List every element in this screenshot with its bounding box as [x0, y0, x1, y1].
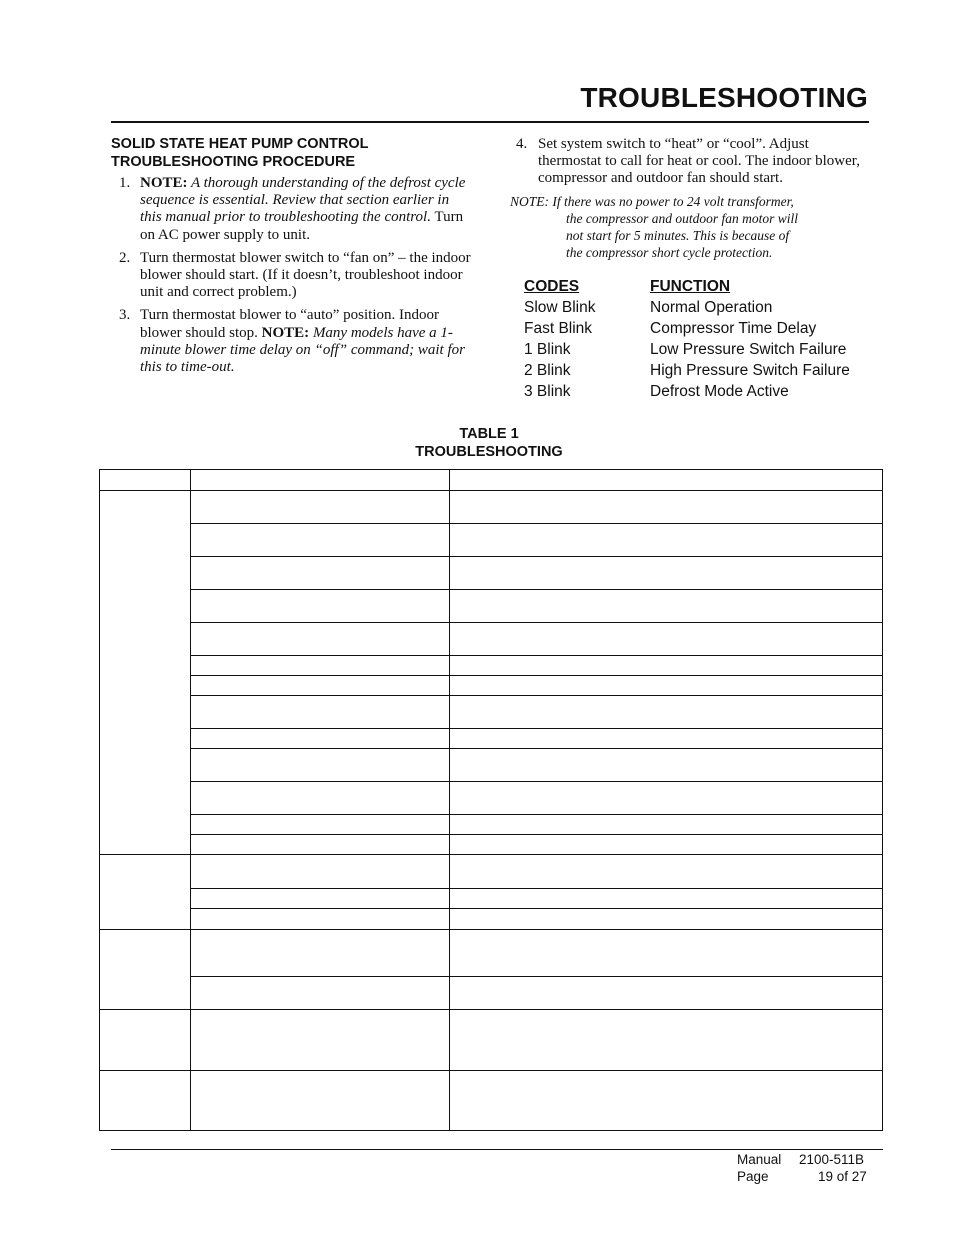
note-line: NOTE: If there was no power to 24 volt transformer,: [510, 193, 794, 209]
blink-codes-table: [524, 276, 884, 402]
table-column-divider: [190, 470, 191, 1130]
table-row-divider: [190, 908, 882, 909]
note-line: the compressor short cycle protection.: [566, 244, 773, 260]
step-4: [510, 136, 870, 188]
procedure-section: [111, 135, 471, 382]
function-header: FUNCTION: [650, 278, 731, 295]
footer-divider: [111, 1149, 883, 1150]
table-row-divider: [190, 748, 882, 749]
table-row-divider: [100, 929, 882, 930]
function-cell: Normal Operation: [650, 299, 773, 316]
table-caption-line2: TROUBLESHOOTING: [415, 444, 563, 460]
table-row-divider: [190, 655, 882, 656]
power-note: [510, 193, 870, 261]
table-row-divider: [190, 781, 882, 782]
table-row-divider: [100, 854, 882, 855]
table-row-divider: [190, 888, 882, 889]
step-note-text: Many models have a 1-minute blower time delay on “off” command; wait for this to time-out.: [140, 324, 465, 376]
table-row-divider: [190, 622, 882, 623]
table-row-divider: [190, 728, 882, 729]
step-text: Turn thermostat blower switch to “fan on” – the indoor blower should start. (If it doesn’t, troubleshoot indoor unit and correct problem.): [140, 249, 471, 301]
troubleshooting-table: [99, 469, 883, 1131]
step-1: [111, 175, 471, 244]
step-text: Turn thermostat blower to “auto” position. Indoor blower should stop.: [140, 307, 439, 341]
procedure-heading-line1: SOLID STATE HEAT PUMP CONTROL: [111, 136, 369, 152]
function-cell: Defrost Mode Active: [650, 383, 789, 400]
table-row-divider: [100, 1070, 882, 1071]
codes-row: [524, 297, 884, 318]
step-2: [111, 250, 471, 302]
procedure-heading: [111, 135, 471, 171]
page-title: TROUBLESHOOTING: [580, 82, 868, 113]
procedure-heading-line2: TROUBLESHOOTING PROCEDURE: [111, 154, 356, 170]
title-divider: [111, 121, 869, 123]
table-caption-line1: TABLE 1: [459, 426, 519, 442]
table-row-divider: [100, 490, 882, 491]
note-line: the compressor and outdoor fan motor will: [566, 210, 799, 226]
footer-page-number: 19 of 27: [818, 1169, 867, 1184]
footer-manual-label: Manual: [737, 1152, 782, 1167]
table-row-divider: [190, 675, 882, 676]
table-row-divider: [190, 834, 882, 835]
step-note-text: A thorough understanding of the defrost cycle sequence is essential. Review that section earlier in this manual prior to troubleshooting the control.: [140, 175, 466, 226]
step-number: 1.: [119, 175, 131, 191]
codes-row: [524, 318, 884, 339]
code-cell: 2 Blink: [524, 362, 571, 379]
code-cell: Fast Blink: [524, 320, 593, 337]
codes-row: [524, 339, 884, 360]
codes-row: [524, 381, 884, 402]
codes-header: CODES: [524, 278, 580, 295]
function-cell: High Pressure Switch Failure: [650, 362, 850, 379]
table-row-divider: [190, 523, 882, 524]
footer-page-label: Page: [737, 1169, 769, 1184]
step-3: [111, 307, 471, 376]
table-column-divider: [449, 470, 450, 1130]
table-row-divider: [100, 1009, 882, 1010]
step-number: 4.: [516, 136, 528, 152]
codes-header-row: [524, 276, 884, 297]
step-number: 2.: [119, 249, 131, 266]
note-line: not start for 5 minutes. This is because of: [566, 227, 790, 243]
step-number: 3.: [119, 307, 131, 324]
code-cell: 3 Blink: [524, 383, 571, 400]
codes-row: [524, 360, 884, 381]
procedure-continued: [510, 136, 870, 261]
table-row-divider: [190, 976, 882, 977]
table-row-divider: [190, 556, 882, 557]
footer-manual-number: 2100-511B: [799, 1152, 865, 1167]
table-row-divider: [190, 695, 882, 696]
function-cell: Compressor Time Delay: [650, 320, 817, 337]
table-row-divider: [190, 589, 882, 590]
note-label: NOTE:: [261, 324, 310, 341]
code-cell: 1 Blink: [524, 341, 571, 358]
step-text: Set system switch to “heat” or “cool”. Adjust thermostat to call for heat or cool. The indoor blower, compressor and outdoor fan should start.: [538, 136, 860, 187]
function-cell: Low Pressure Switch Failure: [650, 341, 847, 358]
code-cell: Slow Blink: [524, 299, 596, 316]
procedure-steps: [111, 175, 471, 376]
step-text: Turn on AC power supply to unit.: [140, 209, 464, 243]
note-label: NOTE:: [140, 175, 188, 191]
table-row-divider: [190, 814, 882, 815]
